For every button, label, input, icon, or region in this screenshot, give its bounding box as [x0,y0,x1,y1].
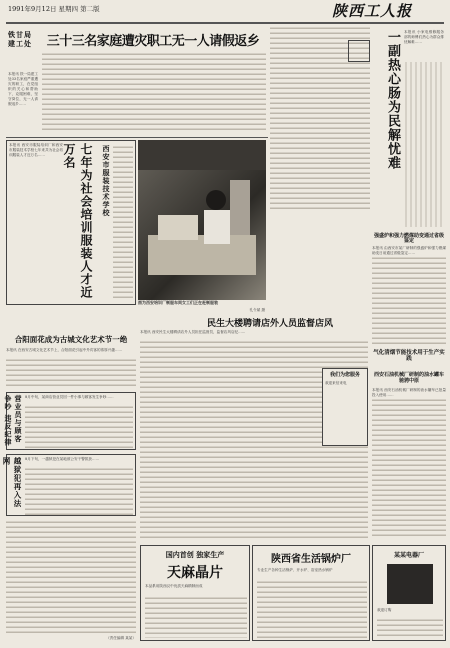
culture-body: 本报讯 在西安古城文化艺术节上，合阳面花引起中外宾客的浓厚兴趣…… [6,348,123,352]
ad-tianma [140,545,250,641]
theft-headline: 越狱犯再入法网 [2,457,22,508]
factory-photo [138,140,266,300]
training-kicker: 西安市服装技术学校 [102,145,111,217]
service-box [322,368,368,446]
training-headline: 七年为社会培训服装人才近万名 [62,143,93,299]
footer-editor: （责任编辑 某某） [106,636,136,640]
left-bottom-text [6,520,136,636]
paper-title: 陕西工人报 [331,2,412,20]
business-body-lines [25,405,133,449]
training-body-lines [113,145,133,301]
ad1-product: 天麻晶片 [167,565,223,581]
culture-body-lines [6,358,136,388]
center-right-box [348,40,370,62]
right-body-lines [404,62,444,227]
culture-intro-lines [6,308,136,332]
lead-kicker: 铁甘局建工处 [8,30,32,48]
masthead-rule [6,22,444,24]
oil-body-lines [372,398,446,538]
ad2-lines [257,580,367,638]
photo-credit: 孔令斌 摄 [249,308,265,312]
dispatch-body: 本报讯 西安民生大楼聘请店外人员担任监督员，监督店风店纪…… [140,330,246,334]
business-headline: 营业员与顾客争吵 违反纪律 [4,395,23,447]
date-line: 1991年9月12日 星期四 第二版 [8,5,100,13]
right-story [372,26,446,231]
photo-caption: 图为西安培训厂制服车间女工们正在赶制服装 [138,300,218,305]
training-story [6,140,136,305]
theft-story [2,454,136,516]
ad1-lines [145,596,247,638]
boiler-body: 本报讯 由西安市某厂研制的强盛炉和强力燃煤助变日前通过省级鉴定…… [372,246,446,255]
lead-headline: 三十三名家庭遭灾职工无一人请假返乡 [46,34,260,49]
photo-image [138,140,266,300]
lead-body-columns [42,52,266,132]
theft-body-lines [25,467,133,515]
theft-body: 8月下旬，一越狱犯在某地被公安干警抓获…… [25,457,100,461]
ad3-lines [377,618,443,638]
oil-body: 本报讯 西安石油机械厂研制的油水罐车已批量投入使用…… [372,388,446,397]
oil-headline: 气化清烟节能技术用于生产实践 [373,350,445,362]
boiler-headline: 强盛炉和强力燃煤助变通过省级鉴定 [373,233,444,244]
lead-story [6,26,268,136]
right-headline: 一副热心肠为民解忧难 [385,30,400,170]
business-story [6,392,136,450]
lead-body: 本报讯 铁一局建工处33名家庭严重遭灾的职工，在党组织的关心和帮助下，克服困难，坚守岗位，无一人请假返乡…… [8,72,38,106]
right-body: 本报讯 小家电维修服务部的师傅们热心为群众排忧解难…… [404,30,444,44]
ad3-body: 欢迎订购 [377,608,392,612]
ad3-name: 某某电器厂 [393,552,424,559]
service-box-title: 我们为您服务 [329,372,360,378]
ad1-body: 本品系用陕西汉中优质天麻精制而成 [145,584,203,588]
ad2-body: 专业生产各种生活锅炉、开水炉、浴室热水锅炉 [257,568,333,572]
training-body: 本报讯 西安市服装培训厂和西安市服装技术学校七年来共为社会培训服装人才近万名…… [9,143,63,157]
culture-story [6,308,136,388]
ad3-logo [387,564,433,604]
dispatch-headline: 民生大楼聘请店外人员监督店风 [206,319,333,329]
service-box-body: 欢迎来信来电 [325,381,347,385]
ad-appliance [372,545,446,641]
boiler-body-lines [372,256,446,346]
oil-subheadline: 西安石油机械厂研制的油水罐车驰骋中原 [373,372,444,384]
ad-boiler-factory [252,545,370,641]
business-body: 8月中旬，某商店营业员因一件小事与顾客发生争吵…… [25,395,114,399]
ad1-top: 国内首创 独家生产 [165,550,225,559]
culture-headline: 合阳面花成为古城文化艺术节一绝 [14,335,128,344]
ad2-name: 陕西省生活锅炉厂 [271,554,351,565]
